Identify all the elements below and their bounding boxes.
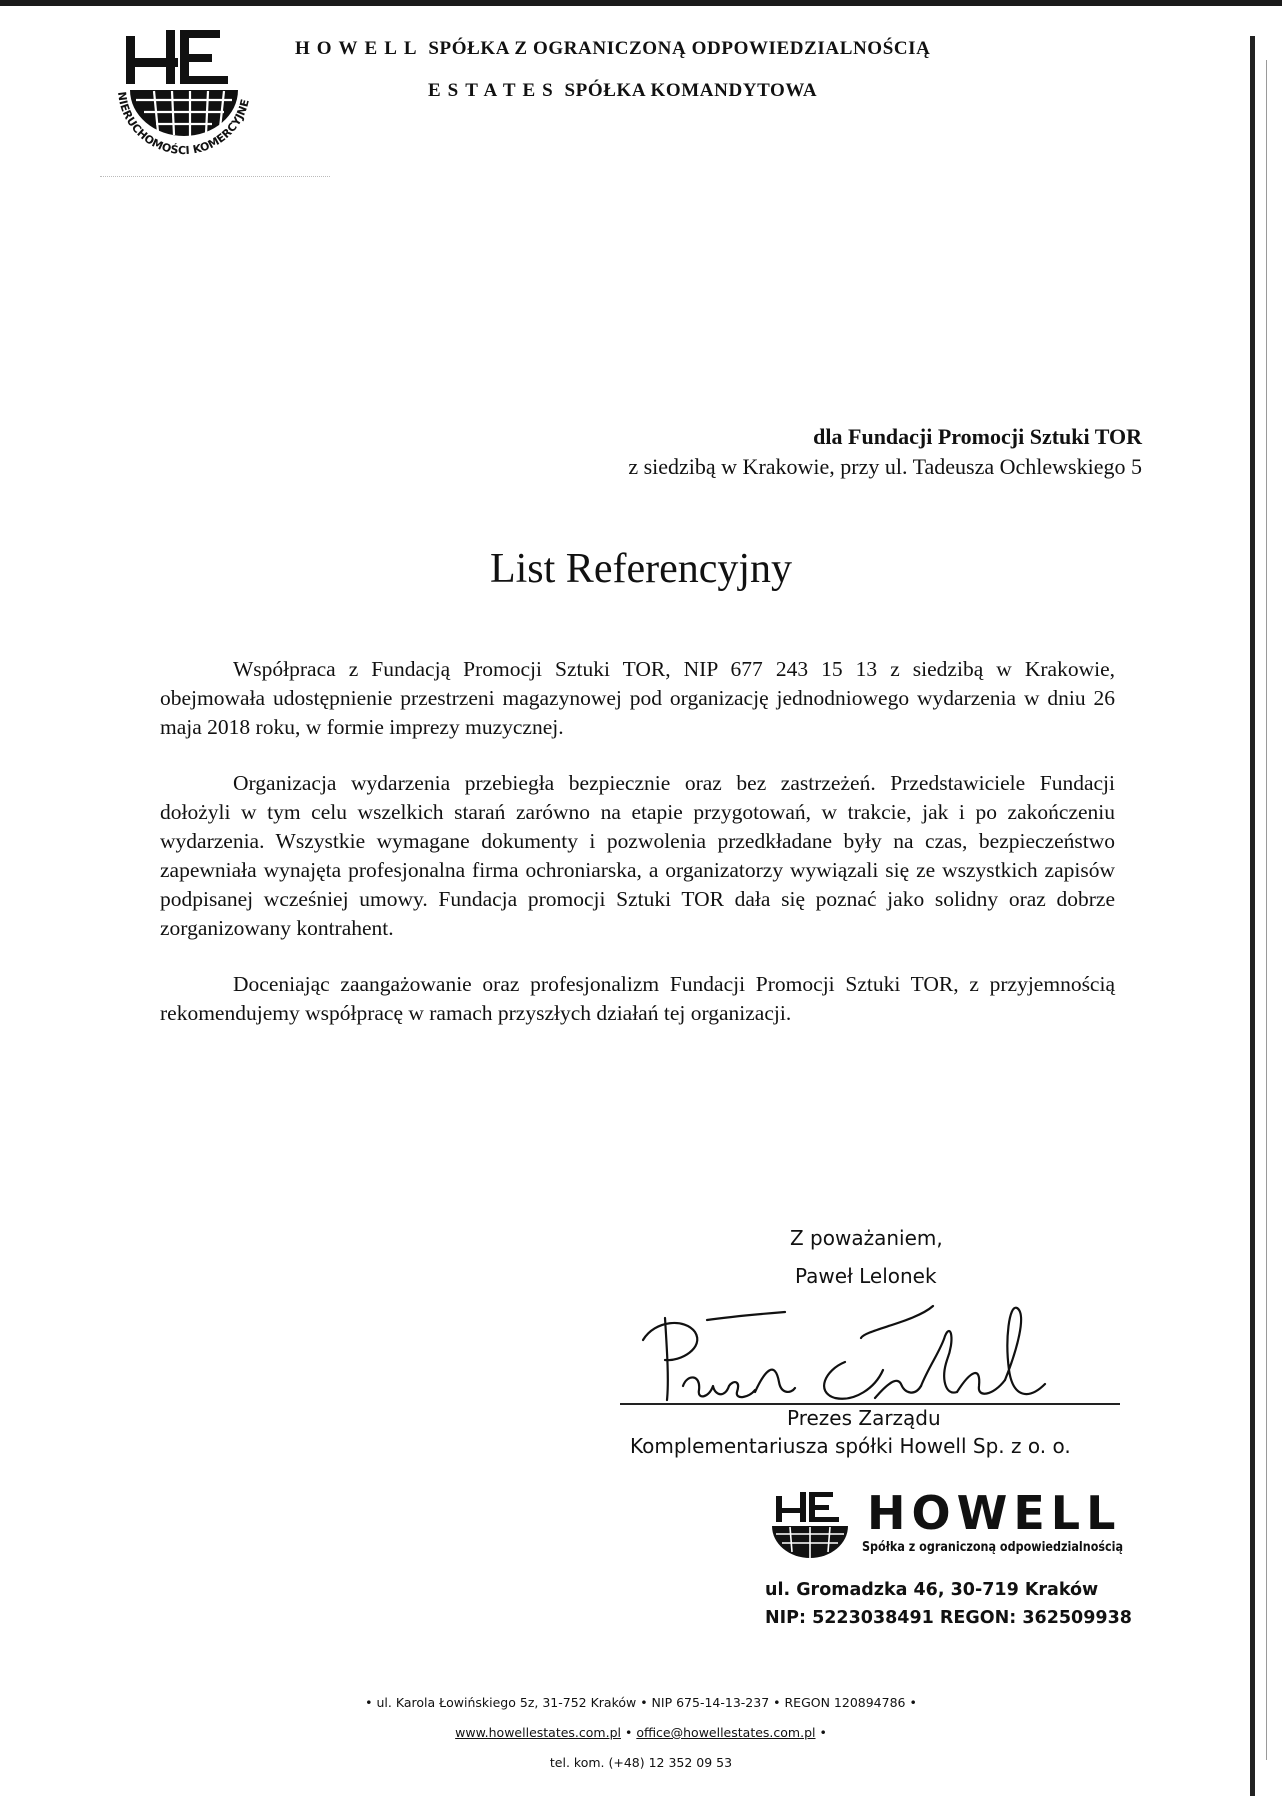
letterhead-line-2 xyxy=(428,80,817,102)
recipient-name: dla Fundacji Promocji Sztuki TOR xyxy=(813,424,1142,449)
stamp-address: ul. Gromadzka 46, 30-719 Kraków xyxy=(765,1580,1099,1600)
body-paragraph: Współpraca z Fundacją Promocji Sztuki TOR, NIP 677 243 15 13 z siedzibą w Krakowie, obejmowała udostępnienie przestrzeni magazynowej pod organizację jednodniowego wydarzenia w dniu 26 maja 2018 roku, w formie imprezy muzycznej. xyxy=(160,657,1115,739)
body-paragraph: Doceniając zaangażowanie oraz profesjonalizm Fundacji Promocji Sztuki TOR, z przyjemnością rekomendujemy współpracę w ramach przyszłych działań tej organizacji. xyxy=(160,972,1115,1025)
letter-title: List Referencyjny xyxy=(489,546,793,592)
footer-email-link[interactable]: office@howellestates.com.pl xyxy=(636,1725,816,1740)
letterhead-divider xyxy=(100,176,330,177)
company-type-line-1: SPÓŁKA Z OGRANICZONĄ ODPOWIEDZIALNOŚCIĄ xyxy=(428,38,931,59)
signer-organization: Komplementariusza spółki Howell Sp. z o. o. xyxy=(630,1434,1071,1458)
company-name-howell: HOWELL xyxy=(295,38,424,59)
body-paragraph: Organizacja wydarzenia przebiegła bezpiecznie oraz bez zastrzeżeń. Przedstawiciele Fundacji dołożyli w tym celu wszelkich starań zarówno na etapie przygotowań, w trakcie, jak i po zakończeniu wydarzenia. Wszystkie wymagane dokumenty i pozwolenia przedkładane były na czas, bezpieczeństwo zapewniała wynajęta profesjonalna firma ochroniarska, a organizatorzy wywiązali się ze wszystkich zapisów podpisanej wcześniej umowy. Fundacja promocji Sztuki TOR dała się poznać jako solidny oraz dobrze zorganizowany kontrahent. xyxy=(160,771,1115,940)
signer-role: Prezes Zarządu xyxy=(787,1406,941,1430)
svg-text:NIERUCHOMOŚCI KOMERCYJNE: NIERUCHOMOŚCI KOMERCYJNE xyxy=(114,90,252,158)
footer-address-line: • ul. Karola Łowińskiego 5z, 31-752 Kraków • NIP 675-14-13-237 • REGON 120894786 • xyxy=(365,1695,917,1710)
stamp-logo-icon xyxy=(760,1490,860,1565)
scan-right-edge-faint xyxy=(1266,60,1267,1760)
handwritten-signature xyxy=(625,1300,1145,1420)
scan-top-edge xyxy=(0,0,1282,6)
company-type-line-2: SPÓŁKA KOMANDYTOWA xyxy=(564,80,818,101)
signer-name: Paweł Lelonek xyxy=(795,1264,937,1288)
recipient-address: z siedzibą w Krakowie, przy ul. Tadeusza Ochlewskiego 5 xyxy=(628,454,1142,479)
letter-body xyxy=(160,655,1115,1055)
footer-web-line: www.howellestates.com.pl • office@howellestates.com.pl • xyxy=(455,1725,827,1740)
footer-phone: tel. kom. (+48) 12 352 09 53 xyxy=(549,1755,733,1770)
stamp-nip-regon: NIP: 5223038491 REGON: 362509938 xyxy=(765,1608,1132,1628)
letterhead-line-1 xyxy=(295,38,931,60)
footer-website-link[interactable]: www.howellestates.com.pl xyxy=(455,1725,621,1740)
scan-right-edge xyxy=(1250,36,1255,1796)
stamp-brand: HOWELL xyxy=(867,1486,1122,1540)
stamp-subtitle: Spółka z ograniczoną odpowiedzialnością xyxy=(862,1540,1124,1555)
closing-greeting: Z poważaniem, xyxy=(790,1226,943,1250)
signature-line xyxy=(620,1403,1120,1405)
company-logo-icon xyxy=(100,28,270,173)
company-name-estates: ESTATES xyxy=(428,80,560,101)
